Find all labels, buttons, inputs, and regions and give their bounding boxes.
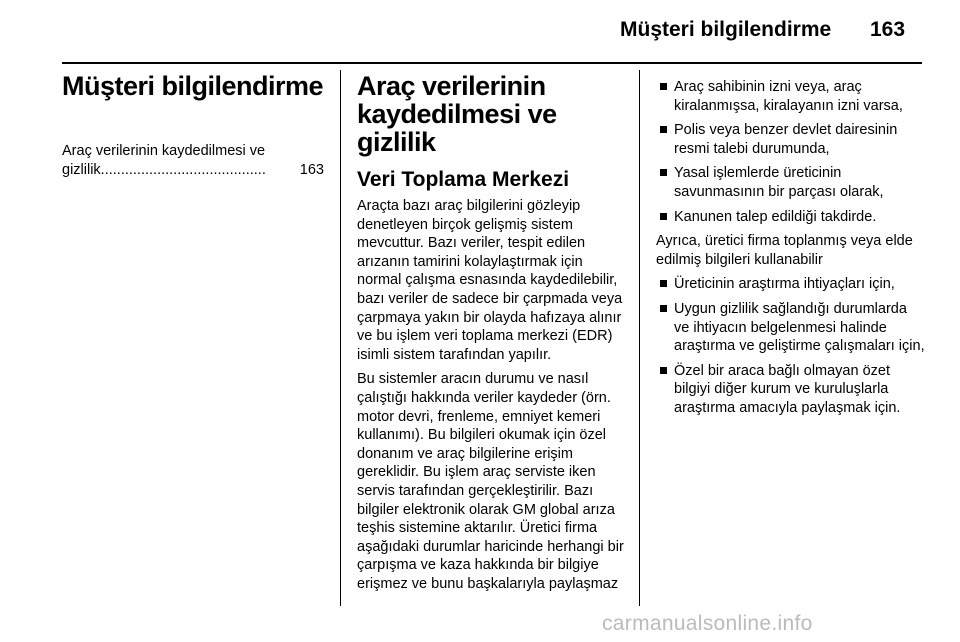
watermark: carmanualsonline.info xyxy=(602,612,813,635)
page-number: 163 xyxy=(870,18,906,41)
body-paragraph: Bu sistemler aracın durumu ve nasıl çalıştığı hakkında veriler kaydeder (örn. motor devri, frenleme, emniyet kemeri kullanımı). Bu bilgileri okumak için özel donanım ve araç bilgilerine erişim gereklidir. Bu işlem araç serviste iken servis tarafından gerçekleştirilir. Bazı bilgiler elektronik olarak GM global arıza teşhis sistemine aktarılır. Üretici firma aşağıdaki durumlar haricinde herhangi bir çarpışma ve kaza hakkında bir bilgiye erişmez ve bunu başkalarıyla paylaşmaz xyxy=(357,371,624,592)
list-item: Uygun gizlilik sağlandığı durumlarda ve ihtiyacın belgelenmesi halinde araştırma ve geliştirme çalışmaları için, xyxy=(656,300,926,356)
list-item: Araç sahibinin izni veya, araç kiralanmışsa, kiralayanın izni varsa, xyxy=(656,78,926,115)
column-divider-right xyxy=(639,70,640,606)
header-divider xyxy=(62,62,922,64)
toc-entry-title-line1: Araç verilerinin kaydedilmesi ve xyxy=(62,143,266,159)
header-title: Müşteri bilgilendirme xyxy=(620,18,832,41)
body-paragraph: Ayrıca, üretici firma toplanmış veya elde edilmiş bilgileri kullanabilir xyxy=(656,233,913,268)
list-item: Polis veya benzer devlet dairesinin resmi talebi durumunda, xyxy=(656,121,926,158)
toc-entry-page: 163 xyxy=(299,162,324,178)
list-item: Üreticinin araştırma ihtiyaçları için, xyxy=(656,275,926,294)
toc-leader-dots: ......................................... xyxy=(100,162,266,178)
bullet-list xyxy=(656,275,926,417)
left-column xyxy=(62,72,324,180)
chapter-heading: Müşteri bilgilendirme xyxy=(62,71,324,101)
subsection-heading: Veri Toplama Merkezi xyxy=(357,168,570,191)
body-paragraph: Araçta bazı araç bilgilerini gözleyip denetleyen birçok gelişmiş sistem mevcuttur. Bazı veriler, tespit edilen arızanın tamirini kolaylaştırmak için normal çalışma esnasında kaydedilebilir, bazı veriler de sadece bir çarpmada veya çarpmaya yakın bir olayda hafızaya alınır ve bu işlem veri toplama merkezi (EDR) isimli sistem tarafından yapılır. xyxy=(357,198,623,363)
toc-entry[interactable] xyxy=(62,142,324,180)
list-item: Özel bir araca bağlı olmayan özet bilgiyi diğer kurum ve kuruluşlarla araştırma amacıyla paylaşmak için. xyxy=(656,362,926,418)
toc-entry-title-line2: gizlilik xyxy=(62,162,101,178)
list-item: Yasal işlemlerde üreticinin savunmasının bir parçası olarak, xyxy=(656,164,926,201)
column-divider-left xyxy=(340,70,341,606)
section-heading: Araç verilerinin kaydedilmesi ve gizlilik xyxy=(357,71,557,157)
middle-column xyxy=(357,72,627,599)
list-item: Kanunen talep edildiği takdirde. xyxy=(656,208,926,227)
bullet-list xyxy=(656,78,926,226)
right-column xyxy=(656,78,926,424)
